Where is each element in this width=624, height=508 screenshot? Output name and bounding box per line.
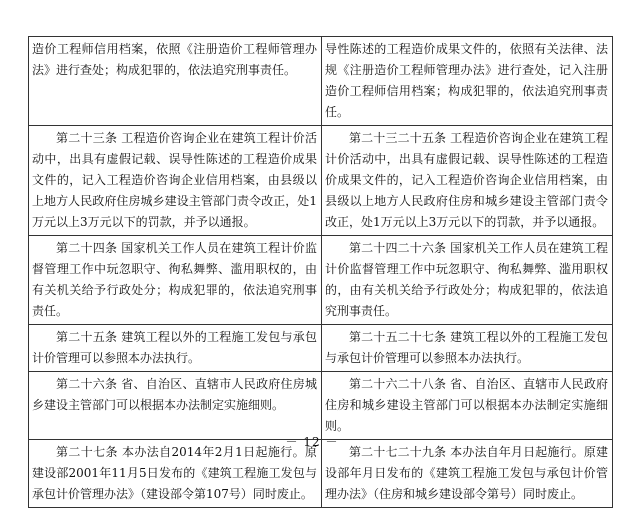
old-text-cell: 第二十七条 本办法自2014年2月1日起施行。原建设部2001年11月5日发布的《建筑工程施工发包与承包计价管理办法》（建设部令第107号）同时废止。 — [29, 440, 322, 508]
new-text-cell: 第二十七二十九条 本办法自年月日起施行。原建设部年月日发布的《建筑工程施工发包与承包计价管理办法》（住房和城乡建设部令第号）同时废止。 — [322, 440, 613, 508]
table-row — [29, 325, 613, 372]
new-text-cell: 第二十六二十八条 省、自治区、直辖市人民政府住房和城乡建设主管部门可以根据本办法制定实施细则。 — [322, 372, 613, 440]
new-text-cell: 导性陈述的工程造价成果文件的，依照有关法律、法规《注册造价工程师管理办法》进行查处，记入注册造价工程师信用档案；构成犯罪的，依法追究刑事责任。 — [322, 37, 613, 126]
old-text-cell: 第二十六条 省、自治区、直辖市人民政府住房城乡建设主管部门可以根据本办法制定实施细则。 — [29, 372, 322, 440]
new-text-cell: 第二十五二十七条 建筑工程以外的工程施工发包与承包计价管理可以参照本办法执行。 — [322, 325, 613, 372]
table-row — [29, 126, 613, 236]
new-text-cell: 第二十三二十五条 工程造价咨询企业在建筑工程计价活动中，出具有虚假记载、误导性陈述的工程造价成果文件的，记入工程造价咨询企业信用档案，由县级以上地方人民政府住房和城乡建设主管部门责令改正，处1万元以上3万元以下的罚款，并予以通报。 — [322, 126, 613, 236]
old-text-cell: 第二十三条 工程造价咨询企业在建筑工程计价活动中，出具有虚假记载、误导性陈述的工程造价成果文件的，记入工程造价咨询企业信用档案，由县级以上地方人民政府住房城乡建设主管部门责令改正，处1万元以上3万元以下的罚款，并予以通报。 — [29, 126, 322, 236]
old-text-cell: 第二十四条 国家机关工作人员在建筑工程计价监督管理工作中玩忽职守、徇私舞弊、滥用职权的，由有关机关给予行政处分；构成犯罪的，依法追究刑事责任。 — [29, 236, 322, 325]
table-row — [29, 37, 613, 126]
old-text-cell: 第二十五条 建筑工程以外的工程施工发包与承包计价管理可以参照本办法执行。 — [29, 325, 322, 372]
page-number: － 12 － — [285, 435, 339, 449]
table-row — [29, 372, 613, 440]
old-text-cell: 造价工程师信用档案，依照《注册造价工程师管理办法》进行查处；构成犯罪的，依法追究刑事责任。 — [29, 37, 322, 126]
table-row — [29, 236, 613, 325]
new-text-cell: 第二十四二十六条 国家机关工作人员在建筑工程计价监督管理工作中玩忽职守、徇私舞弊、滥用职权的，由有关机关给予行政处分；构成犯罪的，依法追究刑事责任。 — [322, 236, 613, 325]
